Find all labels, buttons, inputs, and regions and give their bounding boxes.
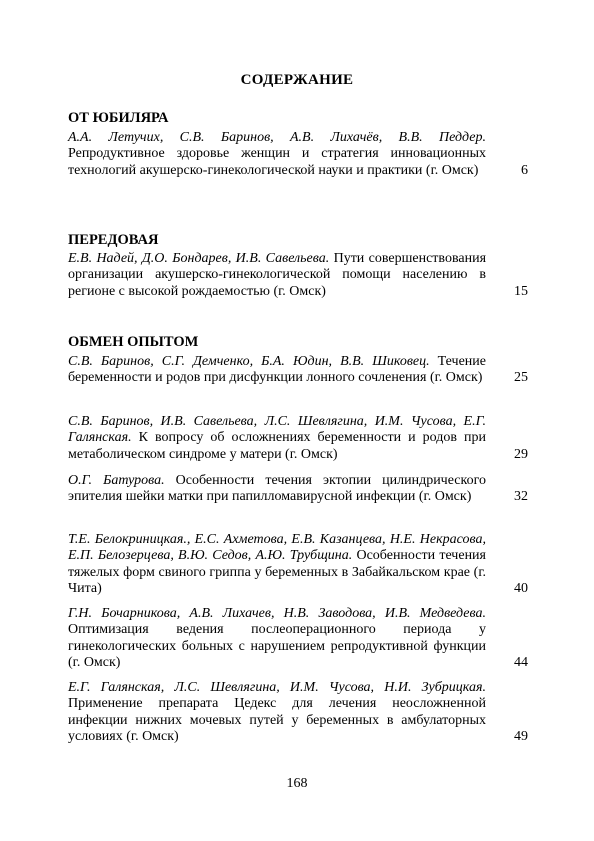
entry-page-number: 49 [514, 729, 528, 745]
entry-page-number: 25 [514, 370, 528, 386]
toc-entry[interactable] [68, 354, 528, 387]
entry-page-number: 32 [514, 489, 528, 505]
entry-page-number: 15 [514, 283, 528, 299]
entry-title: Особенности течения эктопии цилиндрического эпителия шейки матки при папилломавирусной инфекции (г. Омск) [68, 473, 486, 505]
page-number: 168 [286, 776, 308, 791]
entry-page-number: 6 [521, 162, 528, 178]
entry-text [68, 606, 486, 672]
entry-authors: Т.Е. Белокриницкая., Е.С. Ахметова, Е.В. Казанцева, Н.Е. Некрасова, Е.П. Белозерцева, В.Ю. Седов, А.Ю. Трубщина. [68, 532, 486, 564]
page-title: СОДЕРЖАНИЕ [240, 72, 354, 88]
entry-text [68, 354, 486, 387]
entry-text [68, 130, 486, 179]
entry-title: Особенности течения тяжелых форм свиного гриппа у беременных в Забайкальском крае (г. Чита) [68, 548, 486, 597]
entry-page-number: 40 [514, 581, 528, 597]
section-heading: ОТ ЮБИЛЯРА [68, 110, 169, 126]
entry-authors: А.А. Летучих, С.В. Баринов, А.В. Лихачёв, В.В. Педдер. [68, 130, 486, 145]
entry-authors: Е.Г. Галянская, Л.С. Шевлягина, И.М. Чусова, Н.И. Зубрицкая. [68, 680, 486, 695]
toc-entry[interactable] [68, 473, 528, 506]
entry-text [68, 251, 486, 300]
entry-page-number: 44 [514, 655, 528, 671]
toc-entry[interactable] [68, 606, 528, 672]
entry-authors: С.В. Баринов, С.Г. Демченко, Б.А. Юдин, В.В. Шиковец. [68, 354, 430, 369]
entry-title: Течение беременности и родов при дисфункции лонного сочленения (г. Омск) [68, 354, 486, 386]
section-heading: ПЕРЕДОВАЯ [68, 232, 159, 248]
entry-title: Оптимизация ведения послеоперационного периода у гинекологических больных с нарушением репродуктивной функции (г. Омск) [68, 622, 486, 671]
entry-authors: С.В. Баринов, И.В. Савельева, Л.С. Шевлягина, И.М. Чусова, Е.Г. Галянская. [68, 414, 486, 446]
toc-entry[interactable] [68, 130, 528, 179]
section-heading: ОБМЕН ОПЫТОМ [68, 334, 199, 350]
toc-entry[interactable] [68, 532, 528, 598]
toc-entry[interactable] [68, 680, 528, 746]
entry-title: Пути совершенствования организации акушерско-гинекологической помощи населению в регионе с высокой рождаемостью (г. Омск) [68, 251, 487, 299]
entry-authors: Е.В. Надей, Д.О. Бондарев, И.В. Савельева. [68, 251, 330, 266]
toc-entry[interactable] [68, 414, 528, 463]
entry-title: Применение препарата Цедекс для лечения неосложненной инфекции нижних мочевых путей у беременных в амбулаторных условиях (г. Омск) [68, 696, 486, 745]
entry-authors: О.Г. Батурова. [68, 473, 165, 488]
entry-authors: Г.Н. Бочарникова, А.В. Лихачев, Н.В. Заводова, И.В. Медведева. [68, 606, 486, 621]
toc-entry[interactable] [68, 251, 528, 300]
entry-text [68, 473, 486, 506]
entry-text [68, 414, 486, 463]
entry-title: К вопросу об осложнениях беременности и родов при метаболическом синдроме у матери (г. Омск) [68, 430, 486, 462]
entry-text [68, 532, 486, 598]
entry-title: Репродуктивное здоровье женщин и стратегия инновационных технологий акушерско-гинекологической науки и практики (г. Омск) [68, 146, 486, 178]
entry-page-number: 29 [514, 446, 528, 462]
entry-text [68, 680, 486, 746]
